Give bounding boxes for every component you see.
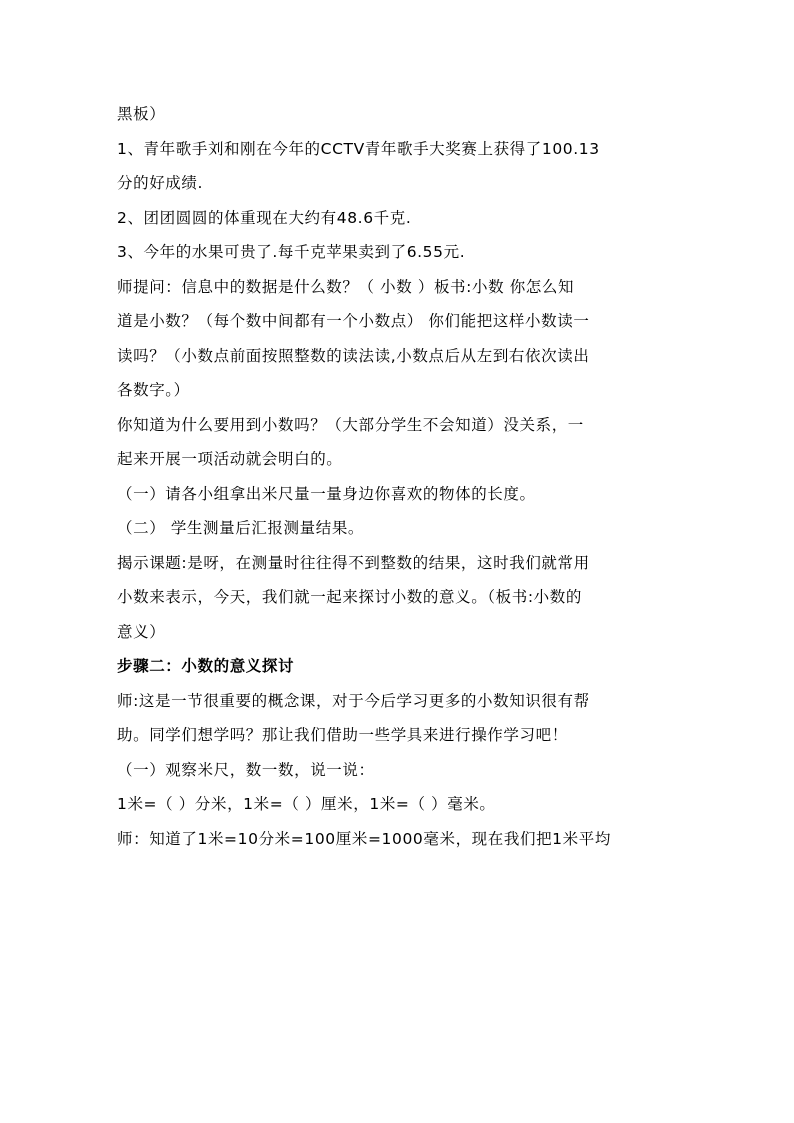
- text-line: 1、青年歌手刘和刚在今年的CCTV青年歌手大奖赛上获得了100.13: [117, 139, 600, 158]
- text-line: 师提问：信息中的数据是什么数？（ 小数 ）板书:小数 你怎么知: [117, 277, 575, 296]
- text-line: 黑板）: [117, 105, 166, 123]
- text-line: 分的好成绩.: [117, 174, 204, 192]
- text-line: 道是小数？（每个数中间都有一个小数点） 你们能把这样小数读一: [117, 312, 590, 330]
- text-line: （二） 学生测量后汇报测量结果。: [117, 519, 365, 537]
- text-line: 你知道为什么要用到小数吗？（大部分学生不会知道）没关系，一: [117, 415, 584, 434]
- text-line: 读吗？（小数点前面按照整数的读法读,小数点后从左到右依次读出: [117, 346, 590, 365]
- text-line: 师：知道了1米=10分米=100厘米=1000毫米，现在我们把1米平均: [117, 829, 611, 848]
- text-line: （一）请各小组拿出米尺量一量身边你喜欢的物体的长度。: [117, 484, 536, 503]
- text-line: 2、团团圆圆的体重现在大约有48.6千克.: [117, 208, 412, 227]
- text-line: 师:这是一节很重要的概念课，对于今后学习更多的小数知识很有帮: [117, 691, 590, 710]
- text-line: 起来开展一项活动就会明白的。: [117, 450, 343, 468]
- text-line: 揭示课题:是呀，在测量时往往得不到整数的结果，这时我们就常用: [117, 553, 590, 572]
- document-body: [117, 97, 687, 856]
- section-heading: 步骤二：小数的意义探讨: [117, 657, 295, 675]
- text-line: 1米=（ ）分米，1米=（ ）厘米，1米=（ ）毫米。: [117, 795, 496, 813]
- text-line: 各数字。）: [117, 381, 190, 399]
- text-line: 3、今年的水果可贵了.每千克苹果卖到了6.55元.: [117, 243, 466, 261]
- text-line: 助。同学们想学吗？那让我们借助一些学具来进行操作学习吧！: [117, 726, 568, 744]
- text-line: 小数来表示，今天，我们就一起来探讨小数的意义。（板书:小数的: [117, 588, 582, 606]
- text-line: 意义）: [117, 622, 166, 641]
- text-line: （一）观察米尺，数一数，说一说：: [117, 760, 375, 779]
